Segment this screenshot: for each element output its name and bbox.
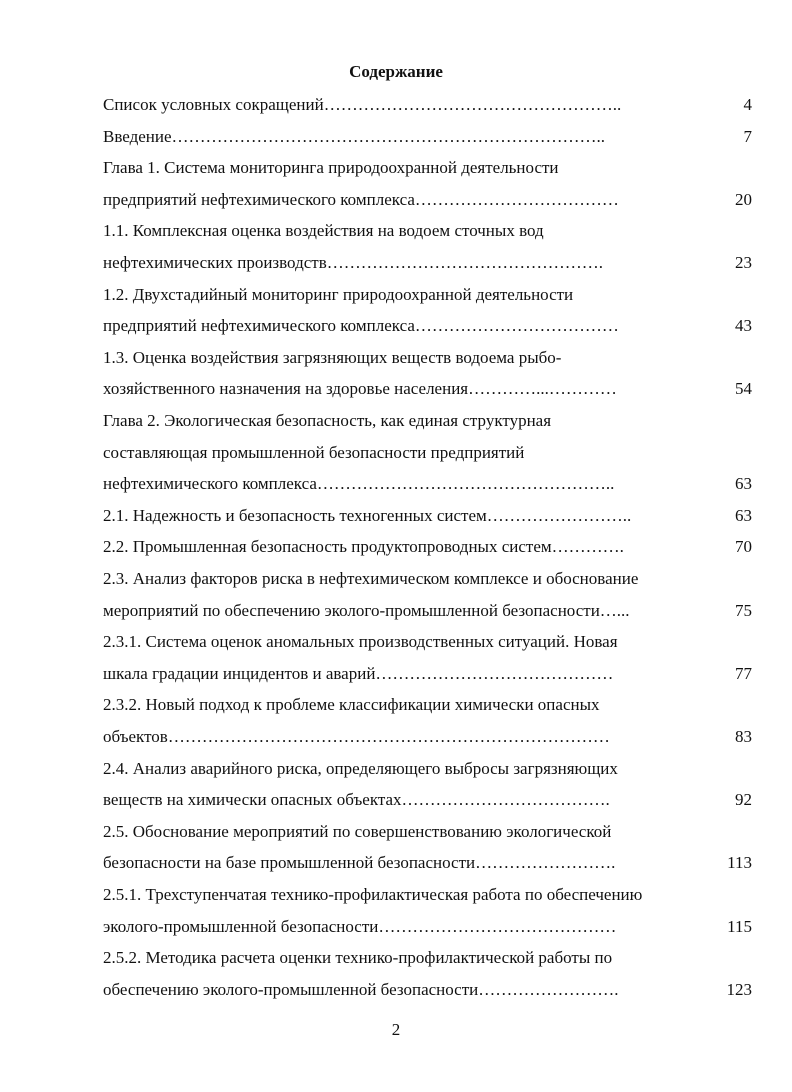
toc-entry-text: 2.2. Промышленная безопасность продуктопроводных систем…………. — [103, 537, 624, 557]
toc-entry-page: 77 — [735, 663, 752, 683]
toc-entry-text: составляющая промышленной безопасности предприятий — [103, 442, 525, 462]
toc-entry-line — [103, 504, 752, 528]
toc-entry-line — [103, 441, 752, 465]
toc-entry-page: 63 — [735, 474, 752, 494]
toc-entry-page: 75 — [735, 600, 752, 620]
toc-entry-line — [103, 314, 752, 338]
toc-entry-line — [103, 946, 752, 970]
toc-entry-text: нефтехимического комплекса…………………………………………….. — [103, 474, 615, 494]
toc-entry-page: 70 — [735, 537, 752, 557]
toc-entry-line — [103, 156, 752, 180]
toc-entry-text: мероприятий по обеспечению эколого-промышленной безопасности…... — [103, 600, 630, 620]
toc-entry-page: 4 — [743, 95, 752, 114]
toc-entry-text: предприятий нефтехимического комплекса……………………………… — [103, 316, 619, 336]
toc-entry-line — [103, 251, 752, 275]
toc-entry-page: 83 — [735, 727, 752, 746]
toc-entry-text: веществ на химически опасных объектах………………………………. — [103, 790, 610, 810]
toc-entry-page: 123 — [726, 979, 752, 999]
toc-entry-line — [103, 219, 752, 243]
toc-entry-line — [103, 725, 752, 749]
toc-entry-text: 2.4. Анализ аварийного риска, определяющего выбросы загрязняющих — [103, 758, 618, 778]
toc-entry-text: 1.1. Комплексная оценка воздействия на водоем сточных вод — [103, 221, 544, 241]
page-number: 2 — [391, 1020, 401, 1039]
toc-entry-line — [103, 346, 752, 370]
toc-entry-text: Список условных сокращений…………………………………………….. — [103, 95, 622, 114]
toc-entry-text: безопасности на базе промышленной безопасности……………………. — [103, 853, 616, 873]
toc-entry-text: шкала градации инцидентов и аварий…………………………………… — [103, 663, 614, 683]
toc-entry-line — [103, 188, 752, 212]
toc-entry-text: предприятий нефтехимического комплекса……………………………… — [103, 189, 619, 209]
toc-entry-line — [103, 567, 752, 591]
toc-entry-text: Глава 2. Экологическая безопасность, как единая структурная — [103, 411, 552, 430]
toc-entry-line — [103, 377, 752, 401]
toc-entry-line — [103, 820, 752, 844]
toc-entry-text: 2.1. Надежность и безопасность техногенных систем…………………….. — [103, 505, 632, 525]
toc-entry-line — [103, 535, 752, 559]
toc-entry-text: обеспечению эколого-промышленной безопасности……………………. — [103, 979, 619, 999]
toc-entry-line — [103, 788, 752, 812]
toc-entry-line — [103, 125, 752, 149]
toc-entry-line — [103, 472, 752, 496]
toc-entry-line — [103, 915, 752, 939]
toc-entry-text: 2.5.2. Методика расчета оценки технико-профилактической работы по — [103, 948, 613, 968]
toc-entry-page: 43 — [735, 316, 752, 336]
toc-entry-text: хозяйственного назначения на здоровье населения…………...………… — [103, 379, 617, 399]
toc-entry-line — [103, 757, 752, 781]
toc-entry-page: 7 — [743, 126, 752, 146]
toc-entry-line — [103, 662, 752, 686]
toc-entry-text: объектов…………………………………………………………………… — [103, 727, 610, 746]
toc-entry-text: эколого-промышленной безопасности…………………………………… — [103, 916, 617, 936]
toc-entry-page: 92 — [735, 790, 752, 810]
toc-entry-line — [103, 693, 752, 717]
toc-entry-page: 115 — [727, 916, 752, 936]
toc-entry-text: 2.5. Обоснование мероприятий по совершенствованию экологической — [103, 821, 612, 841]
toc-entry-line — [103, 599, 752, 623]
toc-entry-line — [103, 630, 752, 654]
page-title: Содержание — [349, 62, 443, 81]
toc-entry-line — [103, 883, 752, 907]
toc-entry-text: 2.5.1. Трехступенчатая технико-профилактическая работа по обеспечению — [103, 885, 643, 904]
toc-entry-text: 2.3.2. Новый подход к проблеме классификации химически опасных — [103, 695, 600, 715]
toc-entry-text: 2.3. Анализ факторов риска в нефтехимическом комплексе и обоснование — [103, 569, 639, 588]
toc-entry-line — [103, 409, 752, 433]
toc-entry-page: 23 — [735, 253, 752, 272]
toc-entry-line — [103, 93, 752, 117]
toc-entry-text: Глава 1. Система мониторинга природоохранной деятельности — [103, 158, 559, 178]
toc-entry-page: 54 — [735, 379, 752, 399]
toc-entry-text: 2.3.1. Система оценок аномальных производственных ситуаций. Новая — [103, 632, 618, 652]
toc-entry-text: 1.2. Двухстадийный мониторинг природоохранной деятельности — [103, 284, 574, 304]
toc-entry-text: 1.3. Оценка воздействия загрязняющих веществ водоема рыбо- — [103, 347, 562, 367]
toc-entry-line — [103, 978, 752, 1002]
toc-entry-page: 63 — [735, 505, 752, 525]
toc-entry-text: Введение………………………………………………………………….. — [103, 126, 606, 146]
toc-entry-text: нефтехимических производств…………………………………………. — [103, 253, 603, 272]
toc-entry-page: 113 — [727, 853, 752, 873]
toc-entry-line — [103, 851, 752, 875]
toc-entry-line — [103, 283, 752, 307]
toc-entry-page: 20 — [735, 189, 752, 209]
